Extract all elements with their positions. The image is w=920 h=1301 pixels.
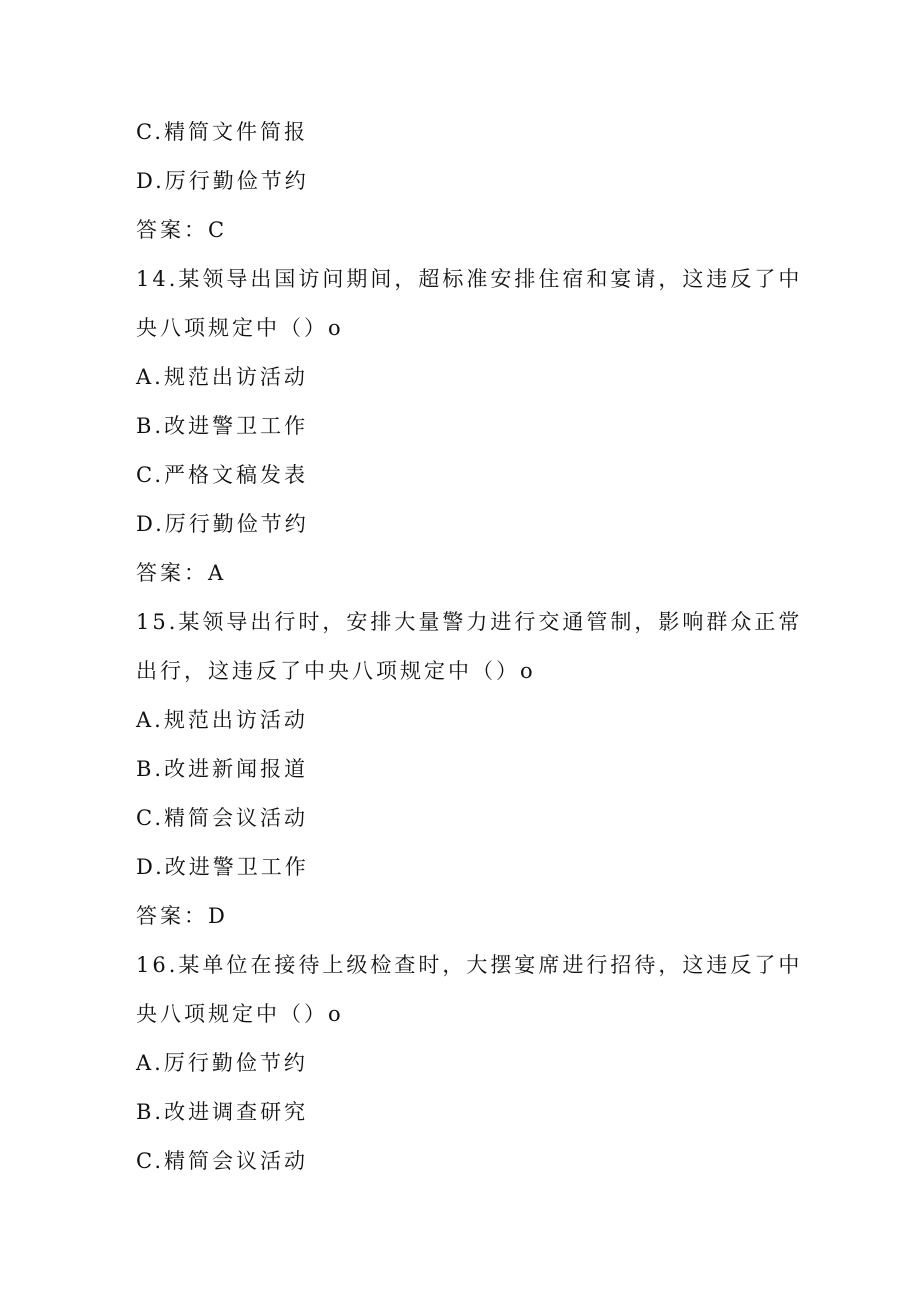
option-d-q15: D.改进警卫工作 — [136, 855, 309, 879]
answer-q13: 答案：C — [136, 218, 228, 242]
answer-q15: 答案：D — [136, 904, 228, 928]
option-a-q14: A.规范出访活动 — [136, 365, 308, 389]
question-14-line-1: 14.某领导出国访问期间，超标准安排住宿和宴请，这违反了中 — [136, 267, 803, 291]
question-15-line-2: 出行，这违反了中央八项规定中（）o — [136, 659, 536, 683]
question-14-line-2: 央八项规定中（）o — [136, 316, 344, 340]
option-c-q16: C.精简会议活动 — [136, 1149, 308, 1173]
option-d-q14: D.厉行勤俭节约 — [136, 512, 309, 536]
question-15-line-1: 15.某领导出行时，安排大量警力进行交通管制，影响群众正常 — [136, 610, 803, 634]
option-a-q16: A.厉行勤俭节约 — [136, 1051, 308, 1075]
question-16-line-2: 央八项规定中（）o — [136, 1002, 344, 1026]
option-b-q16: B.改进调查研究 — [136, 1100, 309, 1124]
option-a-q15: A.规范出访活动 — [136, 708, 308, 732]
option-c-q13: C.精简文件简报 — [136, 120, 308, 144]
option-c-q14: C.严格文稿发表 — [136, 463, 308, 487]
option-c-q15: C.精简会议活动 — [136, 806, 308, 830]
question-16-line-1: 16.某单位在接待上级检查时，大摆宴席进行招待，这违反了中 — [136, 953, 803, 977]
option-d-q13: D.厉行勤俭节约 — [136, 169, 309, 193]
answer-q14: 答案：A — [136, 561, 227, 585]
option-b-q15: B.改进新闻报道 — [136, 757, 309, 781]
option-b-q14: B.改进警卫工作 — [136, 414, 309, 438]
document-body — [136, 108, 803, 1186]
